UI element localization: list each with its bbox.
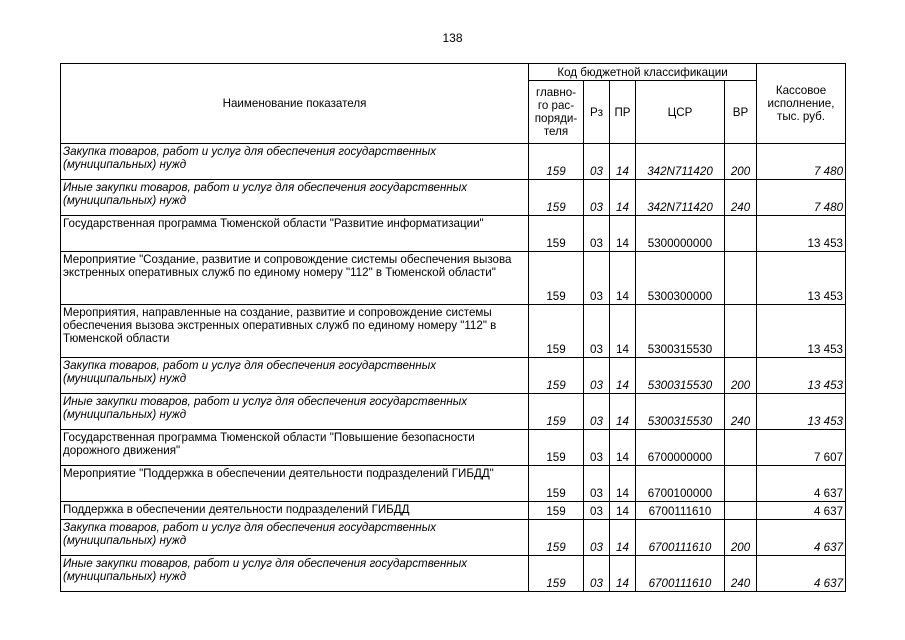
row-vr: 200 <box>725 358 757 394</box>
row-pr: 14 <box>610 252 636 305</box>
row-rz: 03 <box>584 394 610 430</box>
row-name: Поддержка в обеспечении деятельности подразделений ГИБДД <box>61 502 529 520</box>
row-csr: 342N711420 <box>636 180 725 216</box>
row-vr <box>725 466 757 502</box>
row-csr: 5300315530 <box>636 358 725 394</box>
row-rz: 03 <box>584 358 610 394</box>
table-row <box>61 305 846 358</box>
row-amount: 7 607 <box>757 430 846 466</box>
row-name: Государственная программа Тюменской области "Развитие информатизации" <box>61 216 529 252</box>
row-grbs: 159 <box>529 144 584 180</box>
row-name: Мероприятие "Поддержка в обеспечении деятельности подразделений ГИБДД" <box>61 466 529 502</box>
row-pr: 14 <box>610 216 636 252</box>
row-amount: 7 480 <box>757 144 846 180</box>
row-grbs: 159 <box>529 556 584 592</box>
row-name: Закупка товаров, работ и услуг для обеспечения государственных (муниципальных) нужд <box>61 520 529 556</box>
row-grbs: 159 <box>529 394 584 430</box>
row-amount: 4 637 <box>757 466 846 502</box>
header-amount: Кассовое исполнение, тыс. руб. <box>757 64 846 144</box>
row-vr: 200 <box>725 520 757 556</box>
row-grbs: 159 <box>529 520 584 556</box>
budget-table <box>60 63 846 592</box>
row-pr: 14 <box>610 430 636 466</box>
row-amount: 13 453 <box>757 394 846 430</box>
row-amount: 13 453 <box>757 216 846 252</box>
row-pr: 14 <box>610 358 636 394</box>
table-row <box>61 358 846 394</box>
header-grbs: главно-го рас-поряди-теля <box>529 81 584 144</box>
row-grbs: 159 <box>529 502 584 520</box>
row-csr: 6700100000 <box>636 466 725 502</box>
row-pr: 14 <box>610 556 636 592</box>
table-row <box>61 556 846 592</box>
page-number: 138 <box>442 31 463 45</box>
row-csr: 6700111610 <box>636 502 725 520</box>
row-csr: 5300315530 <box>636 305 725 358</box>
row-pr: 14 <box>610 520 636 556</box>
row-amount: 13 453 <box>757 358 846 394</box>
row-rz: 03 <box>584 466 610 502</box>
table-body <box>61 144 846 592</box>
row-rz: 03 <box>584 305 610 358</box>
row-amount: 4 637 <box>757 502 846 520</box>
row-csr: 6700000000 <box>636 430 725 466</box>
row-name: Закупка товаров, работ и услуг для обеспечения государственных (муниципальных) нужд <box>61 144 529 180</box>
row-name: Мероприятия, направленные на создание, развитие и сопровождение системы обеспечения вызова экстренных оперативных служб по единому номеру "112" в Тюменской области <box>61 305 529 358</box>
table-row <box>61 180 846 216</box>
row-grbs: 159 <box>529 216 584 252</box>
row-vr: 240 <box>725 556 757 592</box>
table-row <box>61 144 846 180</box>
row-grbs: 159 <box>529 252 584 305</box>
row-rz: 03 <box>584 430 610 466</box>
row-rz: 03 <box>584 252 610 305</box>
row-amount: 4 637 <box>757 556 846 592</box>
row-csr: 5300000000 <box>636 216 725 252</box>
table-row <box>61 502 846 520</box>
table-header <box>61 64 846 144</box>
row-pr: 14 <box>610 394 636 430</box>
table-row <box>61 466 846 502</box>
row-vr: 240 <box>725 394 757 430</box>
row-name: Иные закупки товаров, работ и услуг для обеспечения государственных (муниципальных) нужд <box>61 394 529 430</box>
row-rz: 03 <box>584 144 610 180</box>
row-pr: 14 <box>610 305 636 358</box>
row-vr: 240 <box>725 180 757 216</box>
row-amount: 13 453 <box>757 252 846 305</box>
row-pr: 14 <box>610 502 636 520</box>
row-name: Иные закупки товаров, работ и услуг для обеспечения государственных (муниципальных) нужд <box>61 556 529 592</box>
header-vr: ВР <box>725 81 757 144</box>
row-rz: 03 <box>584 520 610 556</box>
table-row <box>61 252 846 305</box>
row-rz: 03 <box>584 556 610 592</box>
row-vr: 200 <box>725 144 757 180</box>
row-grbs: 159 <box>529 305 584 358</box>
row-csr: 5300315530 <box>636 394 725 430</box>
row-csr: 5300300000 <box>636 252 725 305</box>
row-amount: 13 453 <box>757 305 846 358</box>
row-rz: 03 <box>584 216 610 252</box>
table-row <box>61 520 846 556</box>
row-pr: 14 <box>610 466 636 502</box>
row-pr: 14 <box>610 180 636 216</box>
row-name: Иные закупки товаров, работ и услуг для обеспечения государственных (муниципальных) нужд <box>61 180 529 216</box>
row-csr: 342N711420 <box>636 144 725 180</box>
row-rz: 03 <box>584 180 610 216</box>
header-name: Наименование показателя <box>61 64 529 144</box>
row-grbs: 159 <box>529 358 584 394</box>
row-vr <box>725 216 757 252</box>
row-csr: 6700111610 <box>636 520 725 556</box>
row-pr: 14 <box>610 144 636 180</box>
row-name: Закупка товаров, работ и услуг для обеспечения государственных (муниципальных) нужд <box>61 358 529 394</box>
header-csr: ЦСР <box>636 81 725 144</box>
table-row <box>61 216 846 252</box>
header-pr: ПР <box>610 81 636 144</box>
row-grbs: 159 <box>529 430 584 466</box>
row-csr: 6700111610 <box>636 556 725 592</box>
header-rz: Рз <box>584 81 610 144</box>
row-grbs: 159 <box>529 466 584 502</box>
row-amount: 7 480 <box>757 180 846 216</box>
row-name: Государственная программа Тюменской области "Повышение безопасности дорожного движения" <box>61 430 529 466</box>
table-row <box>61 394 846 430</box>
table-row <box>61 430 846 466</box>
row-amount: 4 637 <box>757 520 846 556</box>
row-grbs: 159 <box>529 180 584 216</box>
row-vr <box>725 252 757 305</box>
row-name: Мероприятие "Создание, развитие и сопровождение системы обеспечения вызова экстренных оперативных служб по единому номеру "112" в Тюменской области" <box>61 252 529 305</box>
row-vr <box>725 430 757 466</box>
row-rz: 03 <box>584 502 610 520</box>
row-vr <box>725 502 757 520</box>
row-vr <box>725 305 757 358</box>
header-code-group: Код бюджетной классификации <box>529 64 757 81</box>
